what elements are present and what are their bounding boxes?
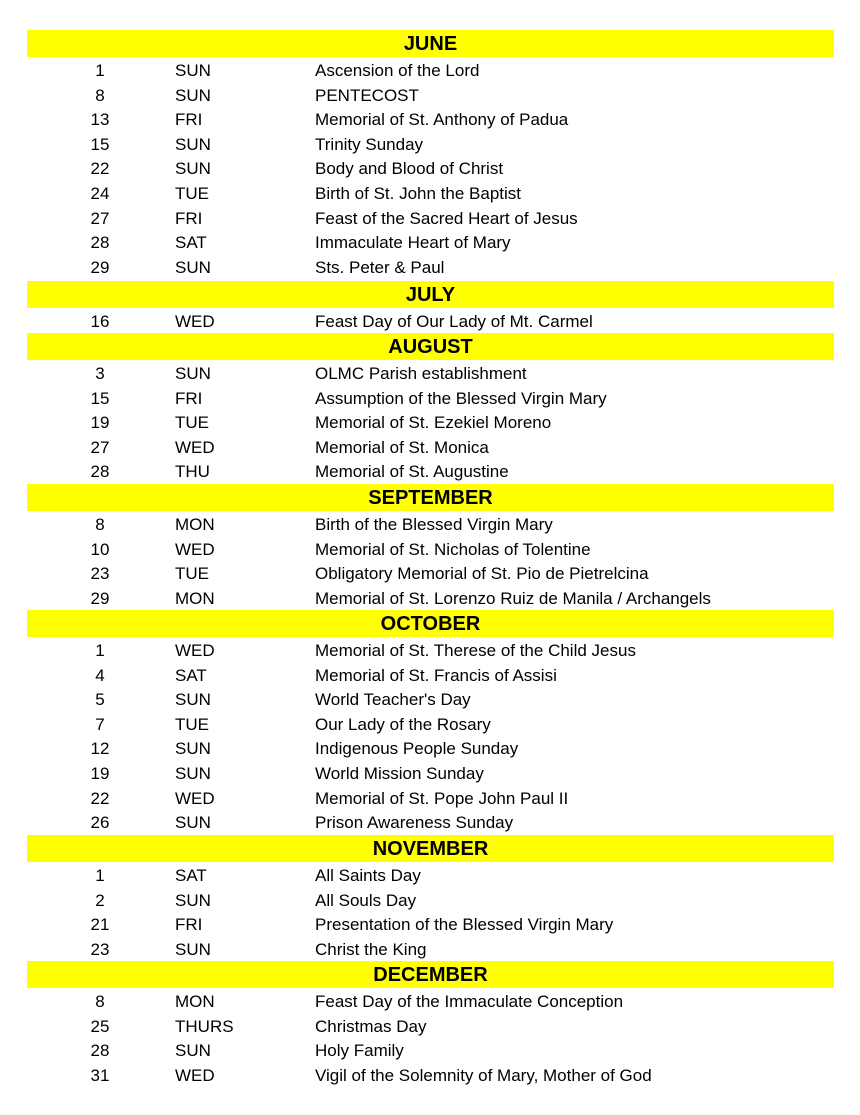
event-day: WED [175, 788, 215, 808]
event-row [0, 84, 860, 108]
event-day: SUN [175, 939, 211, 959]
event-day: SUN [175, 1041, 211, 1061]
event-name: Memorial of St. Ezekiel Moreno [315, 413, 552, 433]
event-name: Prison Awareness Sunday [315, 813, 514, 833]
event-date: 10 [90, 539, 110, 559]
event-name: Ascension of the Lord [315, 61, 480, 80]
event-row [0, 133, 860, 157]
event-name: Obligatory Memorial of St. Pio de Pietrelcina [315, 564, 649, 584]
event-date: 8 [95, 515, 105, 534]
event-row [0, 1015, 860, 1039]
event-date: 22 [90, 159, 110, 179]
event-name: Birth of St. John the Baptist [315, 184, 522, 203]
event-day: SUN [175, 257, 211, 277]
month-header-september: SEPTEMBER [27, 484, 834, 511]
event-date: 22 [90, 788, 110, 808]
event-day: SUN [175, 813, 211, 833]
event-name: Vigil of the Solemnity of Mary, Mother of God [315, 1065, 652, 1085]
event-name: Christmas Day [315, 1016, 427, 1036]
event-name: Body and Blood of Christ [315, 159, 504, 179]
event-date: 2 [95, 890, 105, 910]
event-day: SUN [175, 890, 211, 910]
event-day: THU [175, 462, 210, 482]
event-row [0, 938, 860, 962]
month-header-august: AUGUST [27, 333, 834, 360]
event-date: 21 [90, 915, 110, 935]
event-name: Presentation of the Blessed Virgin Mary [315, 915, 614, 935]
event-row [0, 387, 860, 411]
event-name: Feast Day of Our Lady of Mt. Carmel [315, 312, 593, 331]
event-day: WED [175, 641, 215, 660]
event-day: TUE [175, 413, 209, 433]
event-day: FRI [175, 388, 203, 408]
event-day: MON [175, 992, 215, 1011]
event-day: FRI [175, 915, 203, 935]
event-date: 25 [90, 1016, 110, 1036]
event-name: Trinity Sunday [315, 134, 424, 154]
month-header-october: OCTOBER [27, 610, 834, 637]
event-day: SAT [175, 233, 207, 253]
event-name: Memorial of St. Francis of Assisi [315, 665, 557, 685]
event-date: 26 [90, 813, 110, 833]
event-name: Sts. Peter & Paul [315, 257, 445, 277]
event-date: 15 [90, 388, 110, 408]
event-row [0, 587, 860, 611]
event-day: SUN [175, 764, 211, 783]
event-day: SUN [175, 739, 211, 759]
event-date: 28 [90, 1041, 110, 1061]
event-name: Memorial of St. Nicholas of Tolentine [315, 539, 591, 559]
event-date: 1 [95, 641, 105, 660]
event-date: 29 [90, 257, 110, 277]
month-header-november: NOVEMBER [27, 835, 834, 862]
event-date: 24 [90, 184, 110, 203]
event-row [0, 362, 860, 386]
event-name: Assumption of the Blessed Virgin Mary [315, 388, 607, 408]
event-date: 5 [95, 690, 105, 710]
event-row [0, 1039, 860, 1063]
event-day: MON [175, 588, 215, 608]
month-header-july: JULY [27, 281, 834, 308]
event-row [0, 864, 860, 888]
event-row [0, 108, 860, 132]
event-date: 19 [90, 413, 110, 433]
event-date: 28 [90, 233, 110, 253]
event-day: SUN [175, 85, 211, 105]
event-date: 31 [90, 1065, 110, 1085]
event-date: 12 [90, 739, 110, 759]
event-date: 1 [95, 61, 105, 80]
event-date: 23 [90, 939, 110, 959]
event-name: Indigenous People Sunday [315, 739, 519, 759]
event-row [0, 411, 860, 435]
event-date: 19 [90, 764, 110, 783]
event-day: SUN [175, 159, 211, 179]
event-date: 1 [95, 866, 105, 885]
event-row [0, 310, 860, 334]
event-date: 28 [90, 462, 110, 482]
event-date: 16 [90, 312, 110, 331]
event-date: 27 [90, 437, 110, 457]
event-day: WED [175, 1065, 215, 1085]
event-row [0, 157, 860, 181]
event-row [0, 256, 860, 280]
event-day: MON [175, 515, 215, 534]
event-date: 15 [90, 134, 110, 154]
event-row [0, 889, 860, 913]
event-name: Memorial of St. Monica [315, 437, 489, 457]
event-date: 8 [95, 85, 105, 105]
event-name: Memorial of St. Pope John Paul II [315, 788, 569, 808]
event-row [0, 1064, 860, 1088]
event-row [0, 562, 860, 586]
event-name: Memorial of St. Augustine [315, 462, 509, 482]
event-row [0, 59, 860, 83]
event-row [0, 688, 860, 712]
event-name: Holy Family [315, 1041, 404, 1061]
event-name: Memorial of St. Lorenzo Ruiz de Manila / Archangels [315, 588, 711, 608]
event-name: PENTECOST [315, 85, 419, 105]
event-name: World Mission Sunday [315, 764, 484, 783]
event-row [0, 713, 860, 737]
event-row [0, 664, 860, 688]
event-name: Our Lady of the Rosary [315, 714, 491, 734]
event-name: Christ the King [315, 939, 427, 959]
event-row [0, 207, 860, 231]
event-day: TUE [175, 564, 209, 584]
event-day: FRI [175, 110, 203, 130]
event-name: Feast Day of the Immaculate Conception [315, 992, 624, 1011]
event-name: World Teacher's Day [315, 690, 471, 710]
event-row [0, 538, 860, 562]
event-date: 27 [90, 208, 110, 228]
event-name: Memorial of St. Therese of the Child Jesus [315, 641, 636, 660]
event-day: SAT [175, 866, 207, 885]
event-row [0, 231, 860, 255]
event-name: Feast of the Sacred Heart of Jesus [315, 208, 578, 228]
event-day: SUN [175, 134, 211, 154]
event-day: WED [175, 312, 215, 331]
event-date: 29 [90, 588, 110, 608]
event-row [0, 990, 860, 1014]
event-date: 7 [95, 714, 105, 734]
event-day: TUE [175, 714, 209, 734]
event-row [0, 762, 860, 786]
event-row [0, 787, 860, 811]
event-date: 3 [95, 364, 105, 383]
event-row [0, 811, 860, 835]
event-row [0, 182, 860, 206]
event-date: 13 [90, 110, 110, 130]
event-row [0, 513, 860, 537]
event-day: THURS [175, 1016, 234, 1036]
event-row [0, 436, 860, 460]
event-name: Immaculate Heart of Mary [315, 233, 511, 253]
event-date: 8 [95, 992, 105, 1011]
month-header-december: DECEMBER [27, 961, 834, 988]
event-name: OLMC Parish establishment [315, 364, 527, 383]
event-day: SUN [175, 61, 211, 80]
event-row [0, 913, 860, 937]
event-row [0, 639, 860, 663]
month-header-june: JUNE [27, 30, 834, 57]
event-day: FRI [175, 208, 203, 228]
event-date: 4 [95, 665, 105, 685]
event-name: All Souls Day [315, 890, 417, 910]
event-day: TUE [175, 184, 209, 203]
event-name: All Saints Day [315, 866, 421, 885]
event-name: Memorial of St. Anthony of Padua [315, 110, 569, 130]
event-day: SUN [175, 690, 211, 710]
event-day: SUN [175, 364, 211, 383]
event-day: SAT [175, 665, 207, 685]
event-row [0, 737, 860, 761]
event-name: Birth of the Blessed Virgin Mary [315, 515, 553, 534]
event-date: 23 [90, 564, 110, 584]
event-day: WED [175, 539, 215, 559]
event-day: WED [175, 437, 215, 457]
event-row [0, 460, 860, 484]
